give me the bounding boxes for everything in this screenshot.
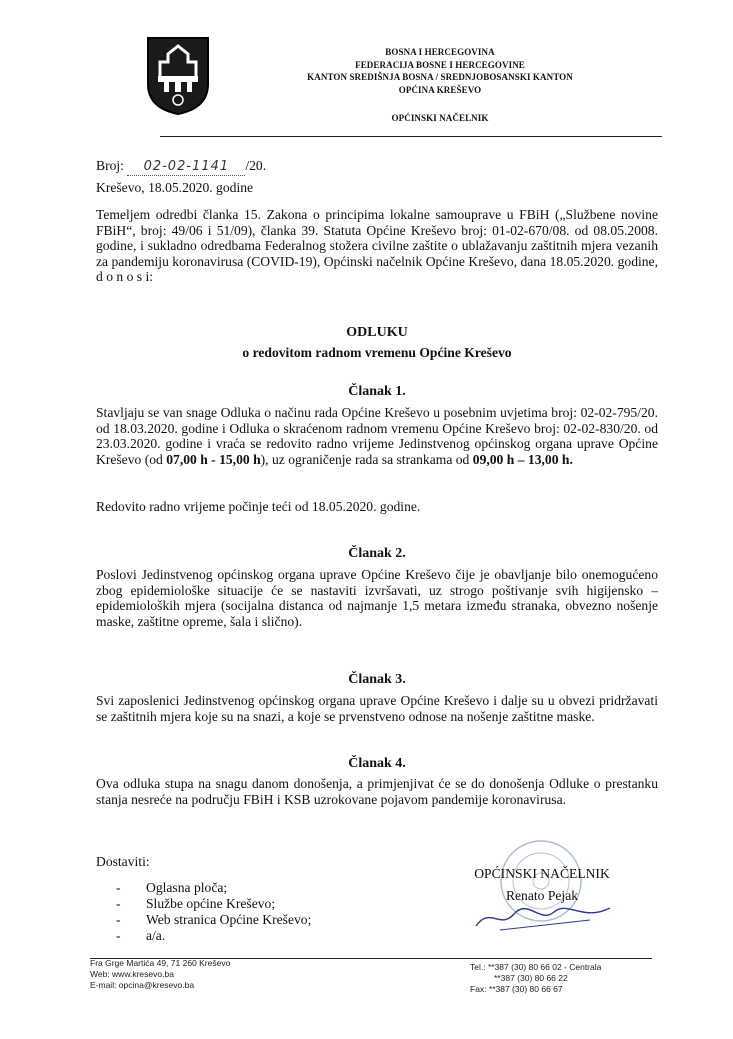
article-1-paragraph [96,405,658,467]
article-2-heading: Članak 2. [348,546,406,561]
preamble [96,207,658,285]
footer-address: Fra Grge Martića 49, 71 260 Kreševo [90,958,231,968]
municipality-coat-of-arms-icon [146,36,210,116]
decision-subtitle: o redovitom radnom vremenu Općine Kreševo [242,345,512,360]
distribution-list [116,880,311,944]
article-1-client-hours: 09,00 h – 13,00 h. [472,451,573,467]
article-4-paragraph: Ova odluka stupa na snagu danom donošenja, a primjenjivat će se do donošenja Odluke o prestanku stanja nesreće na području FBiH i KSB uzrokovane pojavom pandemije koronavirusa. [96,776,658,807]
footer-fax: Fax: **387 (30) 80 66 67 [470,984,563,994]
header-country: BOSNA I HERCEGOVINA [385,47,495,57]
header-municipality: OPĆINA KREŠEVO [398,84,482,95]
preamble-donosi: d o n o s i: [96,269,154,285]
distribution-item: - Službe općine Kreševo; [116,896,311,912]
broj-suffix: /20. [245,158,267,173]
signature-name: Renato Pejak [505,888,579,903]
article-1-start-date: Redovito radno vrijeme počinje teći od 18.05.2020. godine. [96,499,421,514]
distribution-item: - Web stranica Općine Kreševo; [116,912,311,928]
header-divider [160,136,662,137]
article-1-text-a: Stavljaju se van snage Odluka o načinu rada Općine Kreševo u posebnim uvjetima broj: 02-02-795/20. od 18.03.2020. godine i Odluka o skraćenom radnom vremenu Općine Kreševo broj: 02-02-830/20. od 23.03.2020. godine i vraća se redovito radno vrijeme Jedinstvenog općinskog organa uprave Općine Kreševo (od [96,405,658,467]
article-4-heading: Članak 4. [348,756,406,771]
footer-contact-right [470,962,601,995]
handwritten-signature-icon [470,900,620,934]
broj-label: Broj: [96,158,124,173]
header-federation: FEDERACIJA BOSNE I HERCEGOVINE [355,59,525,70]
article-1-text-b: ), uz ograničenje rada sa strankama od [260,451,473,467]
distribution-item: - a/a. [116,928,311,944]
article-3-paragraph: Svi zaposlenici Jedinstvenog općinskog organa uprave Općine Kreševo i dalje su u obvezi pridržavati se zaštitnih mjera koje su na snazi, a koje se prvenstveno odnose na nošenje zaštitne maske. [96,693,658,724]
reference-number [96,158,266,176]
footer-tel-2: **387 (30) 80 66 22 [494,973,568,983]
footer-web: Web: www.kresevo.ba [90,969,174,979]
header-canton: KANTON SREDIŠNJA BOSNA / SREDNJOBOSANSKI KANTON [307,72,573,82]
footer-tel-central: Tel.: **387 (30) 80 66 02 - Centrala [470,962,602,972]
article-2-paragraph: Poslovi Jedinstvenog općinskog organa uprave Općine Kreševo čije je obavljanje bilo onemogućeno zbog epidemiološke situacije će se nastaviti izvršavati, uz strogo poštivanje svih higijensko – epidemioloških mjera (socijalna distanca od najmanje 1,5 metara između stranaka, obvezno nošenje maske, zaštitne opreme, šala i slično). [96,567,658,629]
article-3-heading: Članak 3. [348,672,406,687]
header-office: OPĆINSKI NAČELNIK [391,113,489,123]
distribution-label: Dostaviti: [96,854,150,869]
place-date: Kreševo, 18.05.2020. godine [96,180,254,195]
decision-title: ODLUKU [346,325,408,340]
signature-title: OPĆINSKI NAČELNIK [474,866,610,881]
broj-handwritten: 02-02-1141 [127,159,245,176]
distribution-item: - Oglasna ploča; [116,880,311,896]
preamble-text: Temeljem odredbi članka 15. Zakona o principima lokalne samouprave u FBiH („Službene novine FBiH“, broj: 49/06 i 51/09), članka 39. Statuta Općine Kreševo broj: 01-02-670/08. od 08.05.2008. godine, i sukladno odredbama Federalnog stožera civilne zaštite o ublažavanju zaštitnih mjera vezanih za pandemiju koronavirusa (COVID-19), Općinski načelnik Općine Kreševo, dana 18.05.2020. godine, [96,207,658,269]
article-1-hours: 07,00 h - 15,00 h [166,451,261,467]
footer-email: E-mail: opcina@kresevo.ba [90,980,195,990]
footer-contact-left [90,958,230,991]
article-1-heading: Članak 1. [348,384,406,399]
letterhead [230,46,650,96]
